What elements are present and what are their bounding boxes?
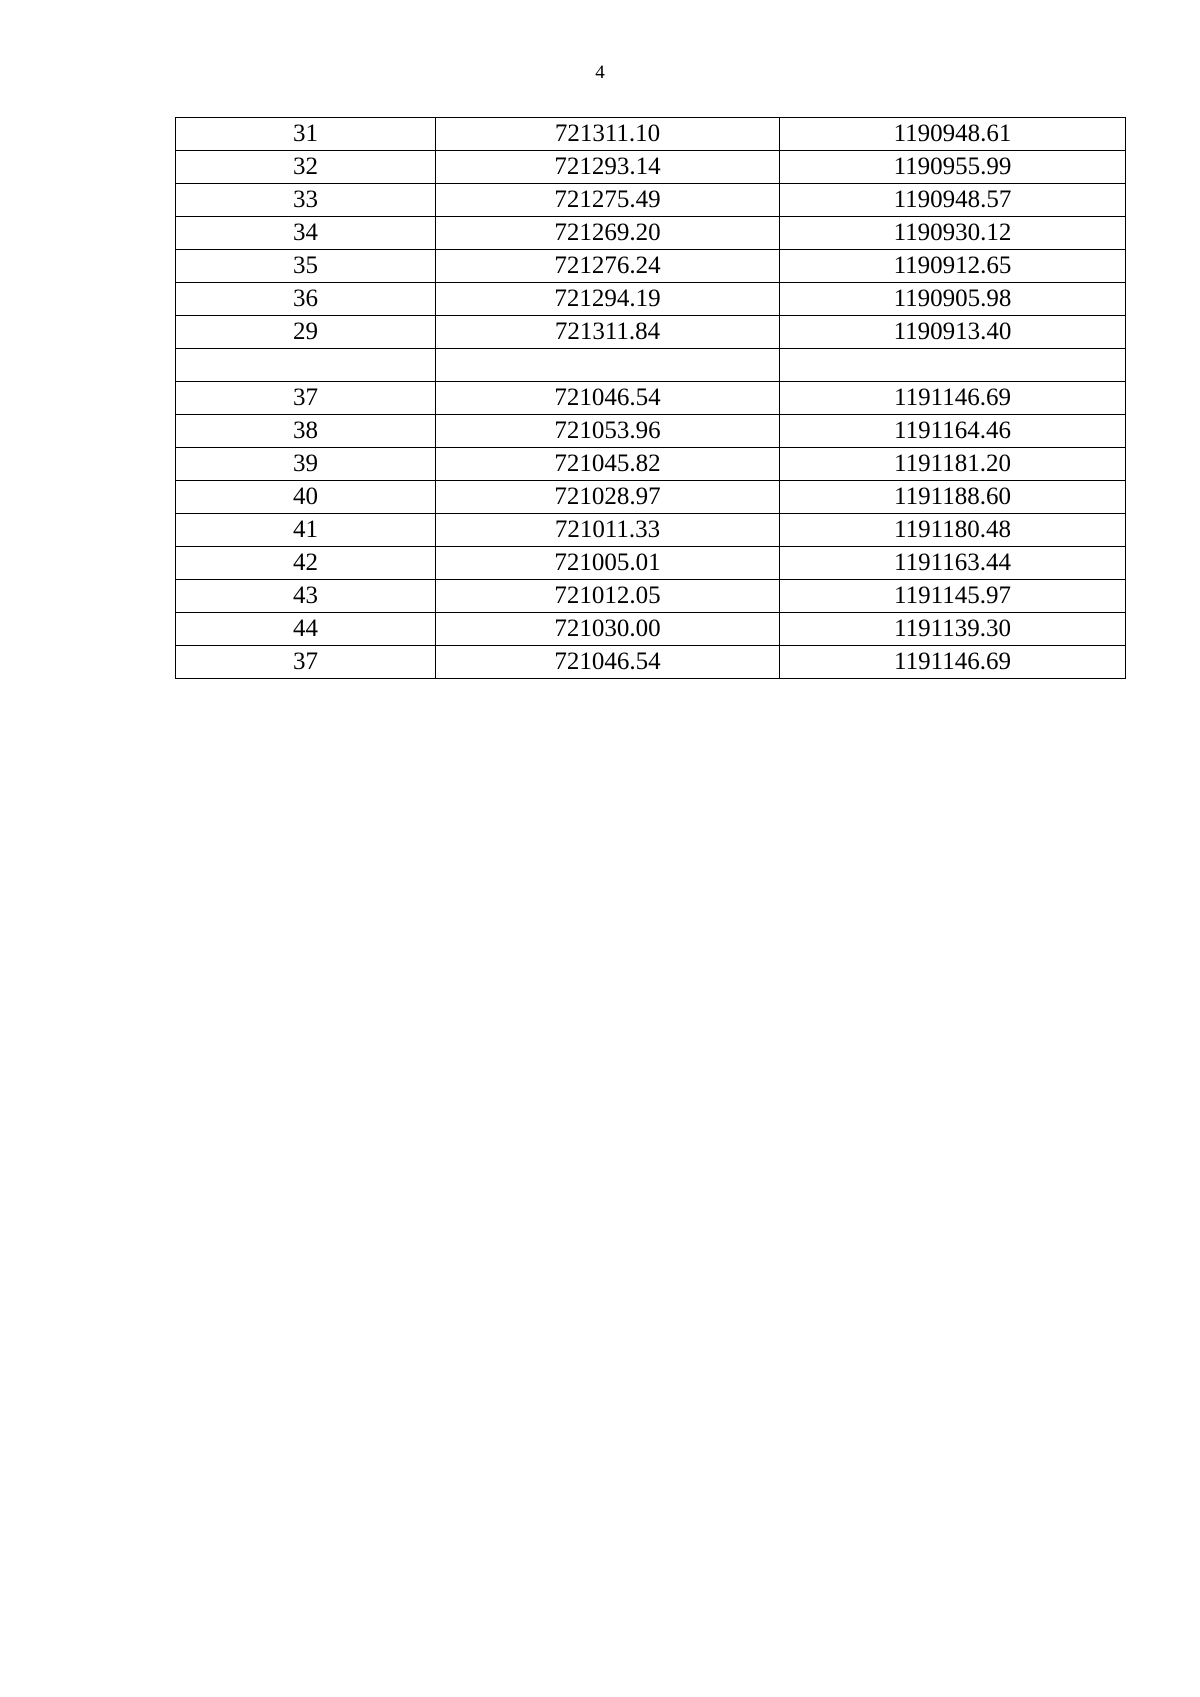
x-coordinate-cell [436, 349, 780, 382]
y-coordinate-cell: 1191145.97 [780, 580, 1126, 613]
page-number: 4 [595, 62, 605, 83]
point-number-cell: 37 [176, 382, 436, 415]
table-row [176, 250, 1126, 283]
y-coordinate-cell: 1190912.65 [780, 250, 1126, 283]
point-number-cell: 36 [176, 283, 436, 316]
x-coordinate-cell: 721046.54 [436, 382, 780, 415]
x-coordinate-cell: 721011.33 [436, 514, 780, 547]
point-number-cell: 44 [176, 613, 436, 646]
x-coordinate-cell: 721053.96 [436, 415, 780, 448]
table-row [176, 613, 1126, 646]
x-coordinate-cell: 721275.49 [436, 184, 780, 217]
point-number-cell: 29 [176, 316, 436, 349]
y-coordinate-cell: 1190930.12 [780, 217, 1126, 250]
y-coordinate-cell: 1190913.40 [780, 316, 1126, 349]
point-number-cell: 39 [176, 448, 436, 481]
point-number-cell: 42 [176, 547, 436, 580]
x-coordinate-cell: 721046.54 [436, 646, 780, 679]
x-coordinate-cell: 721045.82 [436, 448, 780, 481]
x-coordinate-cell: 721030.00 [436, 613, 780, 646]
table-row [176, 514, 1126, 547]
y-coordinate-cell: 1191180.48 [780, 514, 1126, 547]
table-row [176, 580, 1126, 613]
x-coordinate-cell: 721012.05 [436, 580, 780, 613]
table-row [176, 646, 1126, 679]
point-number-cell: 41 [176, 514, 436, 547]
y-coordinate-cell: 1190948.61 [780, 118, 1126, 151]
y-coordinate-cell [780, 349, 1126, 382]
x-coordinate-cell: 721028.97 [436, 481, 780, 514]
point-number-cell: 38 [176, 415, 436, 448]
table-row [176, 283, 1126, 316]
y-coordinate-cell: 1190948.57 [780, 184, 1126, 217]
table-row [176, 316, 1126, 349]
table-row [176, 382, 1126, 415]
coordinates-table [175, 117, 1126, 679]
point-number-cell: 31 [176, 118, 436, 151]
x-coordinate-cell: 721269.20 [436, 217, 780, 250]
y-coordinate-cell: 1191181.20 [780, 448, 1126, 481]
point-number-cell [176, 349, 436, 382]
table-row [176, 118, 1126, 151]
table-row [176, 448, 1126, 481]
point-number-cell: 43 [176, 580, 436, 613]
point-number-cell: 40 [176, 481, 436, 514]
y-coordinate-cell: 1191188.60 [780, 481, 1126, 514]
x-coordinate-cell: 721311.10 [436, 118, 780, 151]
y-coordinate-cell: 1191164.46 [780, 415, 1126, 448]
point-number-cell: 34 [176, 217, 436, 250]
point-number-cell: 32 [176, 151, 436, 184]
table-row [176, 151, 1126, 184]
x-coordinate-cell: 721294.19 [436, 283, 780, 316]
point-number-cell: 35 [176, 250, 436, 283]
y-coordinate-cell: 1191146.69 [780, 646, 1126, 679]
table-row [176, 415, 1126, 448]
y-coordinate-cell: 1190905.98 [780, 283, 1126, 316]
y-coordinate-cell: 1191139.30 [780, 613, 1126, 646]
table-row [176, 217, 1126, 250]
table-row [176, 481, 1126, 514]
y-coordinate-cell: 1191163.44 [780, 547, 1126, 580]
x-coordinate-cell: 721276.24 [436, 250, 780, 283]
y-coordinate-cell: 1190955.99 [780, 151, 1126, 184]
x-coordinate-cell: 721293.14 [436, 151, 780, 184]
x-coordinate-cell: 721005.01 [436, 547, 780, 580]
table-row [176, 184, 1126, 217]
y-coordinate-cell: 1191146.69 [780, 382, 1126, 415]
x-coordinate-cell: 721311.84 [436, 316, 780, 349]
table-row [176, 547, 1126, 580]
table-row-empty [176, 349, 1126, 382]
point-number-cell: 33 [176, 184, 436, 217]
point-number-cell: 37 [176, 646, 436, 679]
